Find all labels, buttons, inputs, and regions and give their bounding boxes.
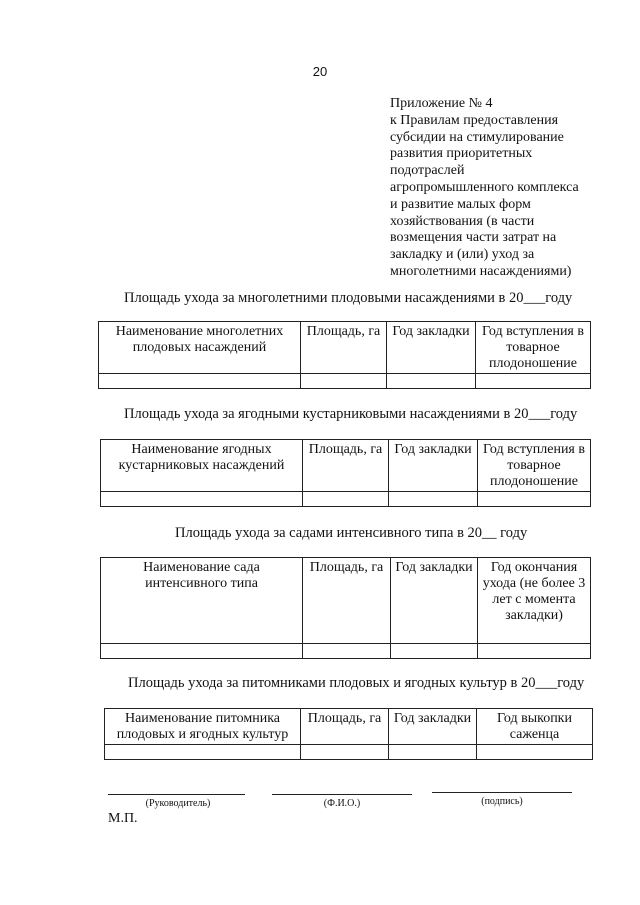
table-berry (100, 439, 591, 507)
page-number: 20 (312, 64, 328, 79)
header-cell: Год закладки (389, 709, 477, 745)
header-cell: Наименование ягодных кустарниковых насаждений (101, 440, 303, 492)
stamp-place: М.П. (108, 811, 138, 826)
input-cell[interactable] (391, 644, 478, 659)
input-cell[interactable] (105, 745, 301, 760)
input-cell[interactable] (389, 492, 478, 507)
input-cell[interactable] (99, 374, 301, 389)
signature-line-name[interactable] (272, 794, 412, 795)
table-intensive (100, 557, 591, 659)
header-cell: Наименование многолетних плодовых насаждений (99, 322, 301, 374)
appendix-line: субсидии на стимулирование (390, 129, 564, 145)
input-cell[interactable] (101, 492, 303, 507)
input-cell[interactable] (477, 745, 593, 760)
header-cell: Год закладки (387, 322, 476, 374)
signature-line-sign[interactable] (432, 792, 572, 793)
appendix-line: хозяйствования (в части (390, 213, 535, 229)
header-cell: Год закладки (389, 440, 478, 492)
header-cell: Площадь, га (303, 558, 391, 644)
appendix-line: подотраслей (390, 163, 465, 179)
input-cell[interactable] (301, 745, 389, 760)
header-cell: Год вступления в товарное плодоношение (476, 322, 591, 374)
input-cell[interactable] (478, 492, 591, 507)
table-perennial (98, 321, 591, 389)
appendix-header (390, 96, 610, 281)
input-cell[interactable] (301, 374, 387, 389)
header-cell: Площадь, га (301, 709, 389, 745)
signature-label-head: (Руководитель) (145, 798, 211, 809)
appendix-line: развития приоритетных (390, 146, 533, 162)
appendix-line: Приложение № 4 (390, 96, 493, 111)
header-cell: Год выкопки саженца (477, 709, 593, 745)
section-heading-berry: Площадь ухода за ягодными кустарниковыми насаждениями в 20___году (124, 406, 578, 422)
header-cell: Площадь, га (303, 440, 389, 492)
appendix-line: и развитие малых форм (390, 196, 531, 212)
appendix-line: возмещения части затрат на (390, 230, 557, 246)
input-cell[interactable] (387, 374, 476, 389)
signature-label-sign: (подпись) (481, 796, 523, 807)
signature-line-head[interactable] (108, 794, 245, 795)
header-cell: Год закладки (391, 558, 478, 644)
header-cell: Год окончания ухода (не более 3 лет с момента закладки) (478, 558, 591, 644)
input-cell[interactable] (303, 492, 389, 507)
input-cell[interactable] (476, 374, 591, 389)
signature-label-name: (Ф.И.О.) (323, 798, 361, 809)
appendix-line: агропромышленного комплекса (390, 179, 579, 195)
header-cell: Наименование сада интенсивного типа (101, 558, 303, 644)
appendix-line: многолетними насаждениями) (390, 263, 572, 279)
appendix-line: к Правилам предоставления (390, 112, 559, 128)
header-cell: Год вступления в товарное плодоношение (478, 440, 591, 492)
appendix-line: закладку и (или) уход за (390, 247, 535, 263)
header-cell: Наименование питомника плодовых и ягодных культур (105, 709, 301, 745)
section-heading-intensive: Площадь ухода за садами интенсивного типа в 20__ году (175, 525, 528, 541)
section-heading-perennial: Площадь ухода за многолетними плодовыми насаждениями в 20___году (124, 290, 573, 306)
table-nursery (104, 708, 593, 760)
input-cell[interactable] (389, 745, 477, 760)
input-cell[interactable] (478, 644, 591, 659)
section-heading-nursery: Площадь ухода за питомниками плодовых и ягодных культур в 20___году (128, 675, 585, 691)
input-cell[interactable] (303, 644, 391, 659)
input-cell[interactable] (101, 644, 303, 659)
header-cell: Площадь, га (301, 322, 387, 374)
